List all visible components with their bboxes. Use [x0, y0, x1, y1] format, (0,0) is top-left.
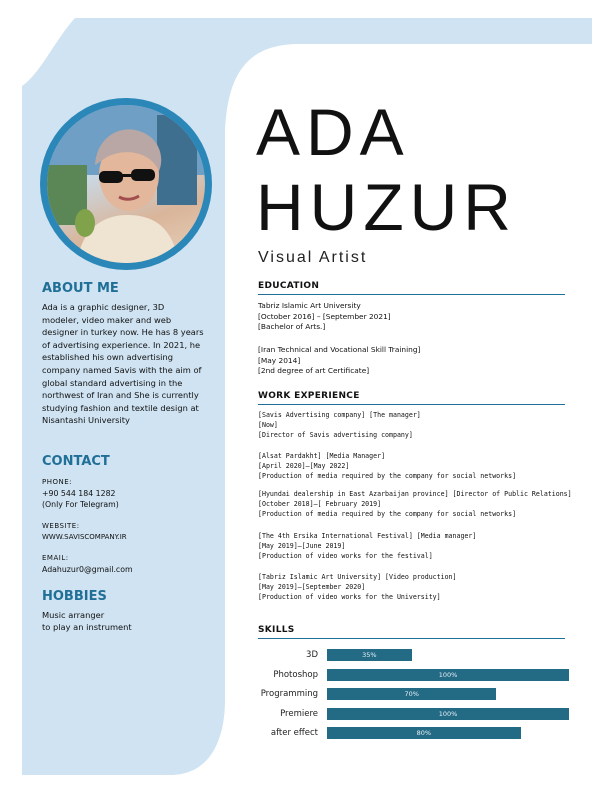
work-line: [Hyundai dealership in East Azarbaijan province] [Director of Public Relations] [258, 490, 572, 498]
skill-track-premiere [327, 708, 569, 720]
about-line: of advertising experience. In 2021, he [42, 339, 201, 350]
work-line: [May 2019]–[June 2019] [258, 542, 346, 551]
work-line: [Director of Savis advertising company] [258, 431, 413, 440]
skill-track-photoshop [327, 669, 569, 681]
work-heading: WORK EXPERIENCE [258, 391, 360, 401]
email-link[interactable]: Adahuzur0@gmail.com [42, 565, 133, 574]
skill-bar: 100% [327, 708, 569, 720]
hobby-item: to play an instrument [42, 621, 132, 632]
education-line: [2nd degree of art Certificate] [258, 366, 370, 376]
work-line: [Production of media required by the company for social networks] [258, 472, 517, 481]
portrait-illustration [47, 105, 205, 263]
education-line: Tabriz Islamic Art University [258, 301, 361, 310]
work-line: [October 2018]–[ February 2019] [258, 500, 382, 509]
work-line: [Tabriz Islamic Art University] [Video production] [258, 573, 457, 581]
education-line: [October 2016] – [September 2021] [258, 311, 391, 321]
work-line: [Savis Advertising company] [The manager] [258, 411, 421, 419]
education-divider [258, 294, 565, 295]
education-line: [Iran Technical and Vocational Skill Training] [258, 345, 421, 354]
about-text [42, 301, 204, 427]
contact-email [42, 553, 133, 575]
about-line: Nisantashi University [42, 415, 130, 426]
contact-heading: CONTACT [42, 454, 110, 469]
phone-label: PHONE: [42, 478, 73, 486]
work-divider [258, 404, 565, 405]
skill-label-premiere: Premiere [280, 709, 318, 719]
work-entry [258, 410, 421, 441]
profile-photo-frame [40, 98, 212, 270]
skill-label-after-effect: after effect [270, 728, 318, 738]
work-entry [258, 572, 457, 603]
hobbies-heading: HOBBIES [42, 589, 107, 604]
work-entry [258, 451, 516, 482]
website-link[interactable]: WWW.SAVISCOMPANY.IR [42, 533, 127, 541]
hobbies-list [42, 610, 132, 633]
first-name: ADA [256, 95, 410, 169]
education-line: [May 2014] [258, 355, 301, 365]
top-band [75, 18, 592, 44]
education-entry [258, 301, 391, 333]
skill-label-programming: Programming [260, 689, 318, 699]
about-heading: ABOUT ME [42, 281, 119, 296]
skill-label-photoshop: Photoshop [273, 670, 318, 680]
work-line: [April 2020]–[May 2022] [258, 462, 350, 471]
skill-track-after-effect [327, 727, 569, 739]
work-entry [258, 489, 572, 520]
about-line: modeler, video maker and web [42, 314, 172, 325]
last-name: HUZUR [256, 170, 517, 244]
work-line: [May 2019]–[September 2020] [258, 583, 366, 592]
work-line: [Production of video works for the University] [258, 593, 441, 602]
hobby-item: Music arranger [42, 610, 105, 620]
skill-track-3d [327, 649, 569, 661]
website-label: WEBSITE: [42, 522, 80, 530]
education-entry [258, 345, 420, 377]
phone-note: (Only For Telegram) [42, 500, 119, 509]
job-title: Visual Artist [258, 249, 368, 266]
about-line: company named Savis with the aim of [42, 364, 202, 375]
about-line: established his own advertising [42, 352, 174, 363]
profile-photo [47, 105, 205, 263]
about-line: studying fashion and textile design at [42, 402, 199, 413]
email-label: EMAIL: [42, 554, 69, 562]
contact-website [42, 521, 127, 543]
about-line: designer in turkey now. He has 8 years [42, 327, 204, 338]
work-line: [Alsat Pardakht] [Media Manager] [258, 452, 386, 460]
work-line: [The 4th Ersika International Festival] [Media manager] [258, 532, 477, 540]
contact-phone [42, 477, 119, 510]
work-line: [Production of video works for the festival] [258, 552, 433, 561]
skill-bar: 80% [327, 727, 521, 739]
skill-track-programming [327, 688, 569, 700]
about-line: Ada is a graphic designer, 3D [42, 302, 165, 312]
about-line: global standard advertising in the [42, 377, 183, 388]
skills-heading: SKILLS [258, 625, 295, 635]
skill-bar: 100% [327, 669, 569, 681]
education-line: [Bachelor of Arts.] [258, 322, 326, 332]
work-entry [258, 531, 476, 562]
skill-bar: 70% [327, 688, 496, 700]
work-line: [Now] [258, 421, 278, 430]
education-heading: EDUCATION [258, 281, 320, 291]
skill-label-3d: 3D [306, 650, 318, 660]
work-line: [Production of media required by the company for social networks] [258, 510, 517, 519]
about-line: northwest of Iran and She is currently [42, 390, 199, 401]
skills-divider [258, 638, 565, 639]
phone-number[interactable]: +90 544 184 1282 [42, 489, 116, 498]
skill-bar: 35% [327, 649, 412, 661]
